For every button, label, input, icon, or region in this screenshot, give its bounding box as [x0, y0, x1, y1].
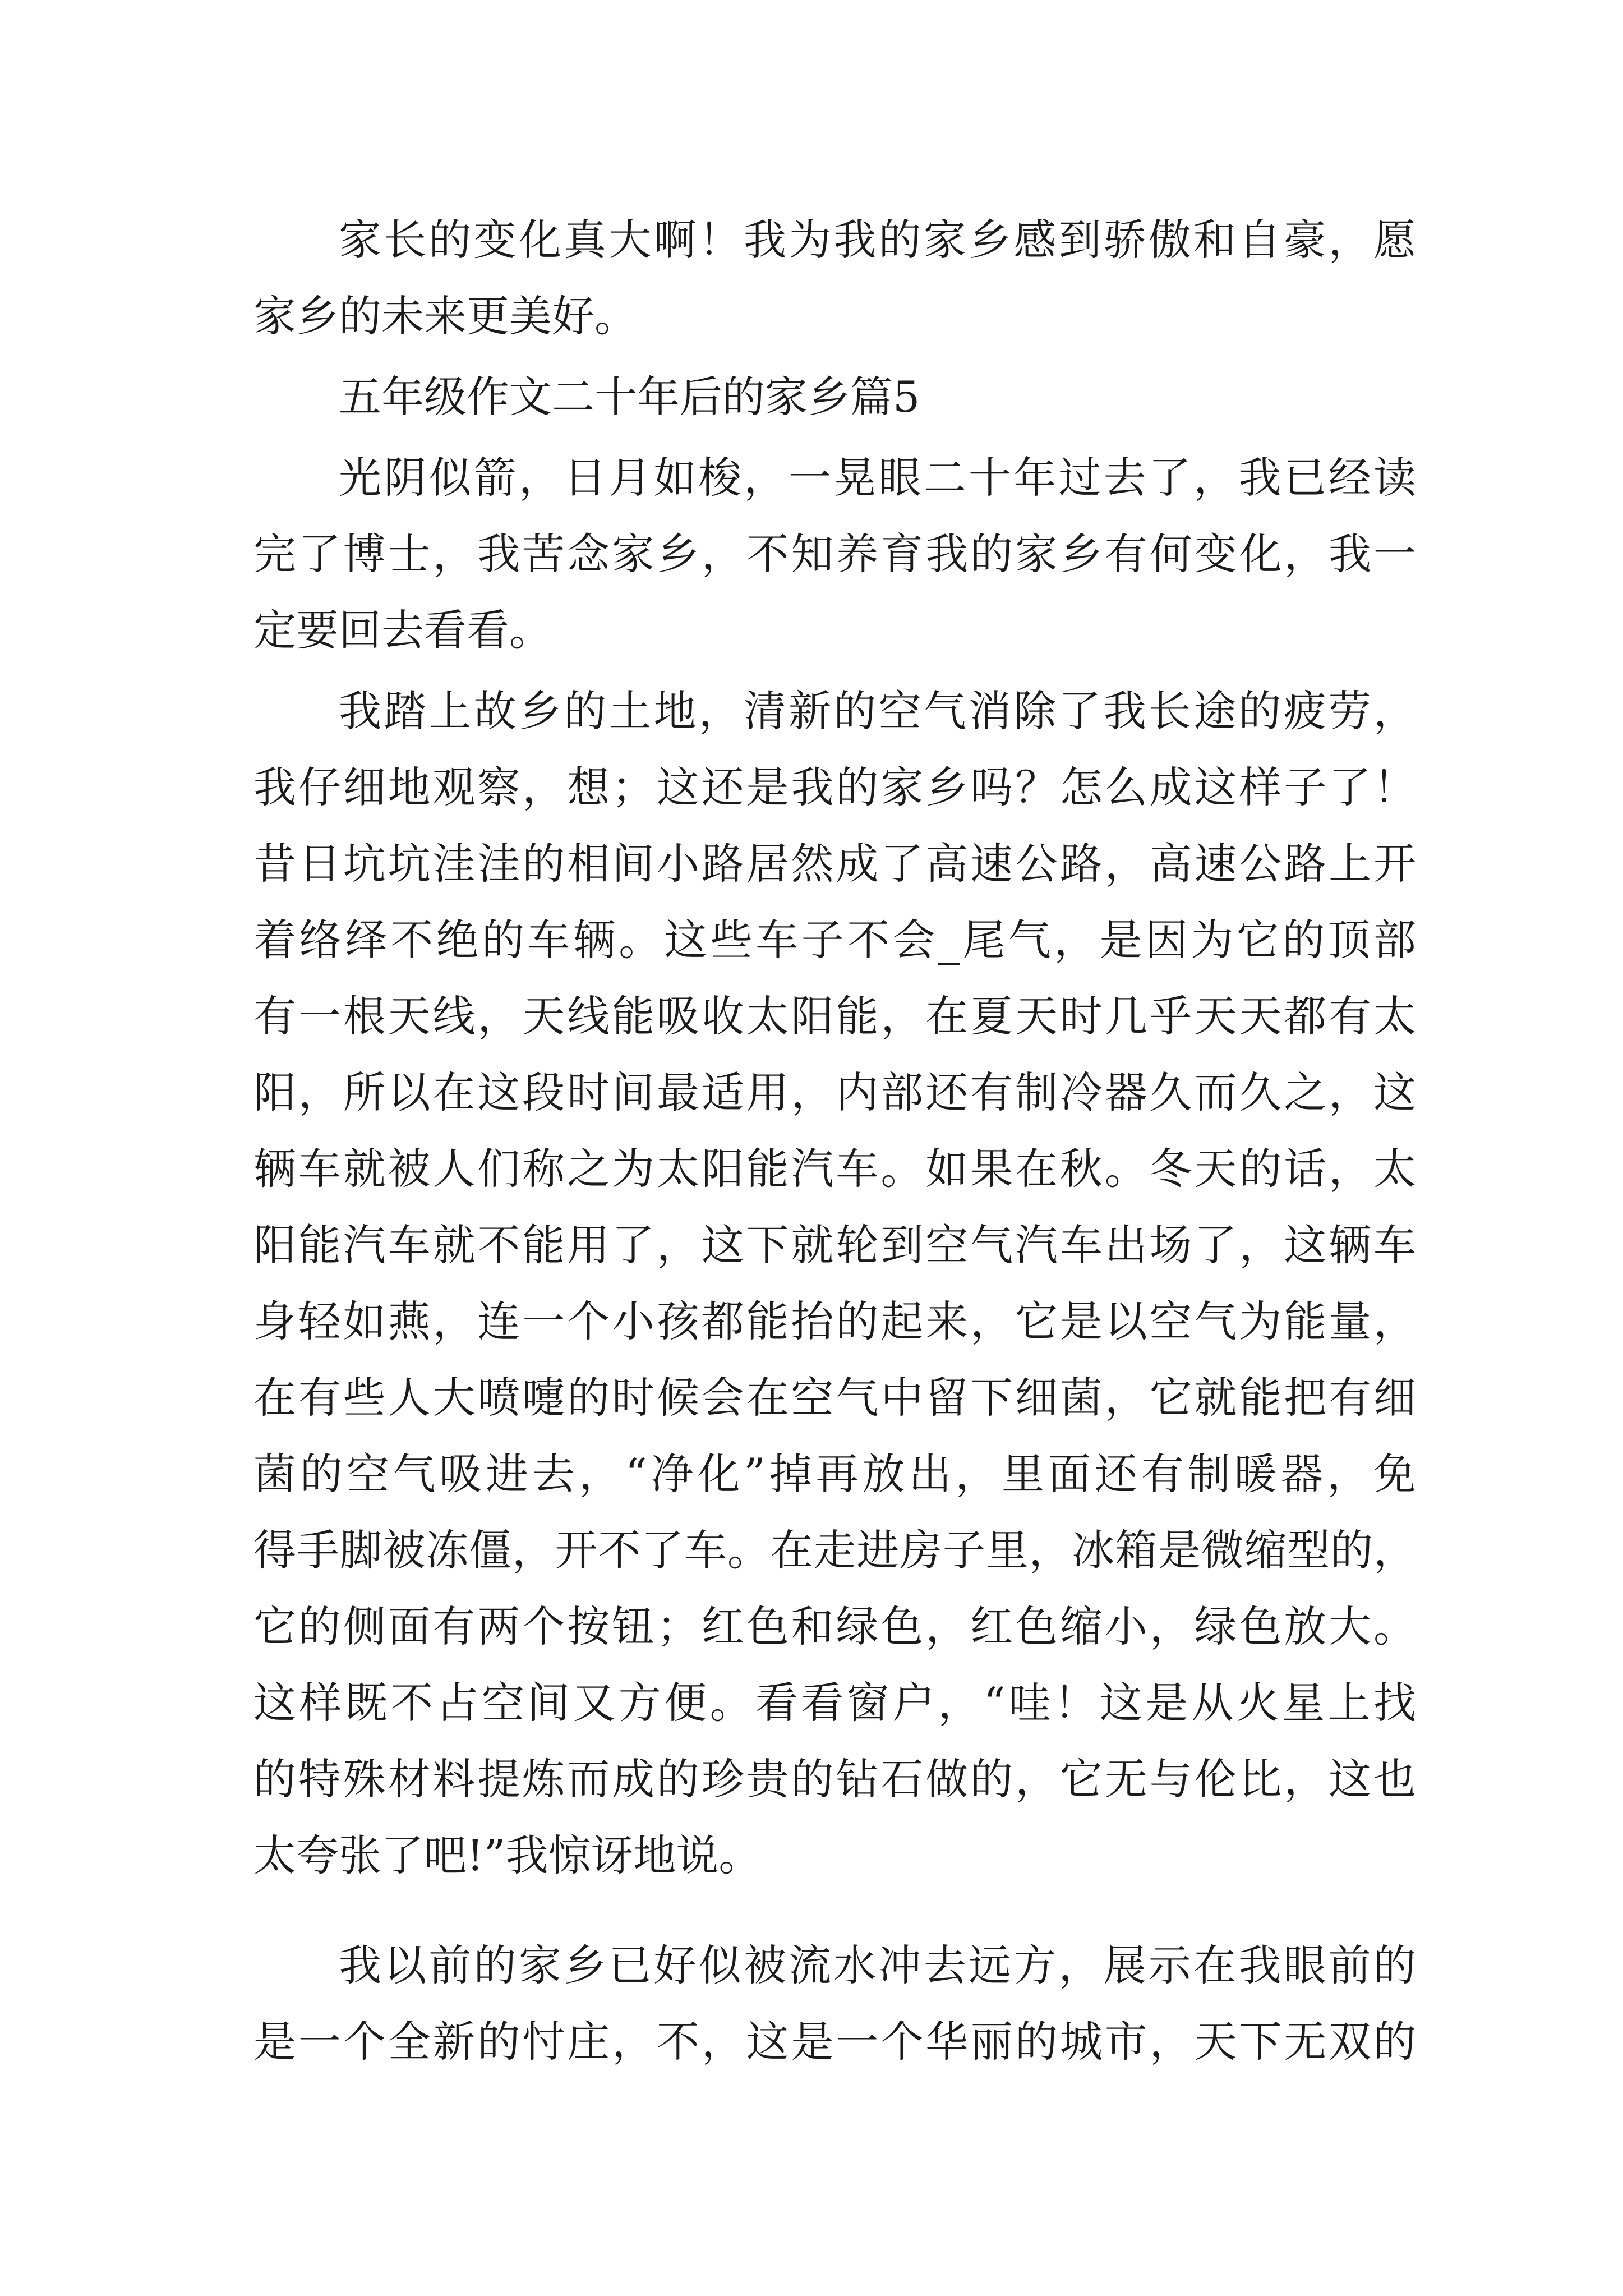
- text-line: 有一根天线，天线能吸收太阳能，在夏天时几乎天天都有太: [253, 991, 1416, 1041]
- text-line: 着络绎不绝的车辆。这些车子不会_尾气，是因为它的顶部: [253, 915, 1416, 965]
- paragraph-description: [253, 673, 1416, 1894]
- text-line: 太夸张了吧!”我惊讶地说。: [253, 1830, 762, 1880]
- paragraph-conclusion: [253, 1927, 1416, 2080]
- text-line: 光阴似箭，日月如梭，一晃眼二十年过去了，我已经读: [339, 453, 1416, 503]
- text-line: 是一个全新的忖庄，不，这是一个华丽的城市，天下无双的: [253, 2017, 1416, 2067]
- section-heading: [253, 359, 1416, 435]
- text-line: 它的侧面有两个按钮；红色和绿色，红色缩小，绿色放大。: [253, 1602, 1416, 1651]
- text-line: 身轻如燕，连一个小孩都能抬的起来，它是以空气为能量，: [253, 1296, 1416, 1346]
- text-line: 菌的空气吸进去，“净化”掉再放出，里面还有制暖器，免: [253, 1449, 1416, 1499]
- text-line: 定要回去看看。: [253, 605, 552, 655]
- document-body: [253, 202, 1416, 2080]
- text-line: 我踏上故乡的土地，清新的空气消除了我长途的疲劳，: [339, 686, 1416, 736]
- text-line: 我仔细地观察，想；这还是我的家乡吗？怎么成这样子了！: [253, 762, 1416, 812]
- paragraph-closing: [253, 202, 1416, 355]
- text-line: 家长的变化真大啊！我为我的家乡感到骄傲和自豪，愿: [339, 215, 1416, 265]
- text-line: 完了博士，我苦念家乡，不知养育我的家乡有何变化，我一: [253, 529, 1416, 579]
- text-line: 得手脚被冻僵，开不了车。在走进房子里，冰箱是微缩型的，: [253, 1525, 1416, 1575]
- text-line: 家乡的未来更美好。: [253, 291, 637, 341]
- text-line: 辆车就被人们称之为太阳能汽车。如果在秋。冬天的话，太: [253, 1144, 1416, 1194]
- text-line: 在有些人大喷嚏的时候会在空气中留下细菌，它就能把有细: [253, 1373, 1416, 1423]
- text-line: 这样既不占空间又方便。看看窗户，“哇！这是从火星上找: [253, 1678, 1416, 1728]
- text-line: 昔日坑坑洼洼的相间小路居然成了高速公路，高速公路上开: [253, 839, 1416, 889]
- paragraph-intro: [253, 440, 1416, 669]
- text-line: 阳能汽车就不能用了，这下就轮到空气汽车出场了，这辆车: [253, 1220, 1416, 1270]
- text-line: 的特殊材料提炼而成的珍贵的钻石做的，它无与伦比，这也: [253, 1754, 1416, 1804]
- text-line: 阳，所以在这段时间最适用，内部还有制冷器久而久之，这: [253, 1068, 1416, 1117]
- text-line: 我以前的家乡已好似被流水冲去远方，展示在我眼前的: [339, 1940, 1416, 1990]
- section-heading-text: 五年级作文二十年后的家乡篇5: [339, 372, 920, 422]
